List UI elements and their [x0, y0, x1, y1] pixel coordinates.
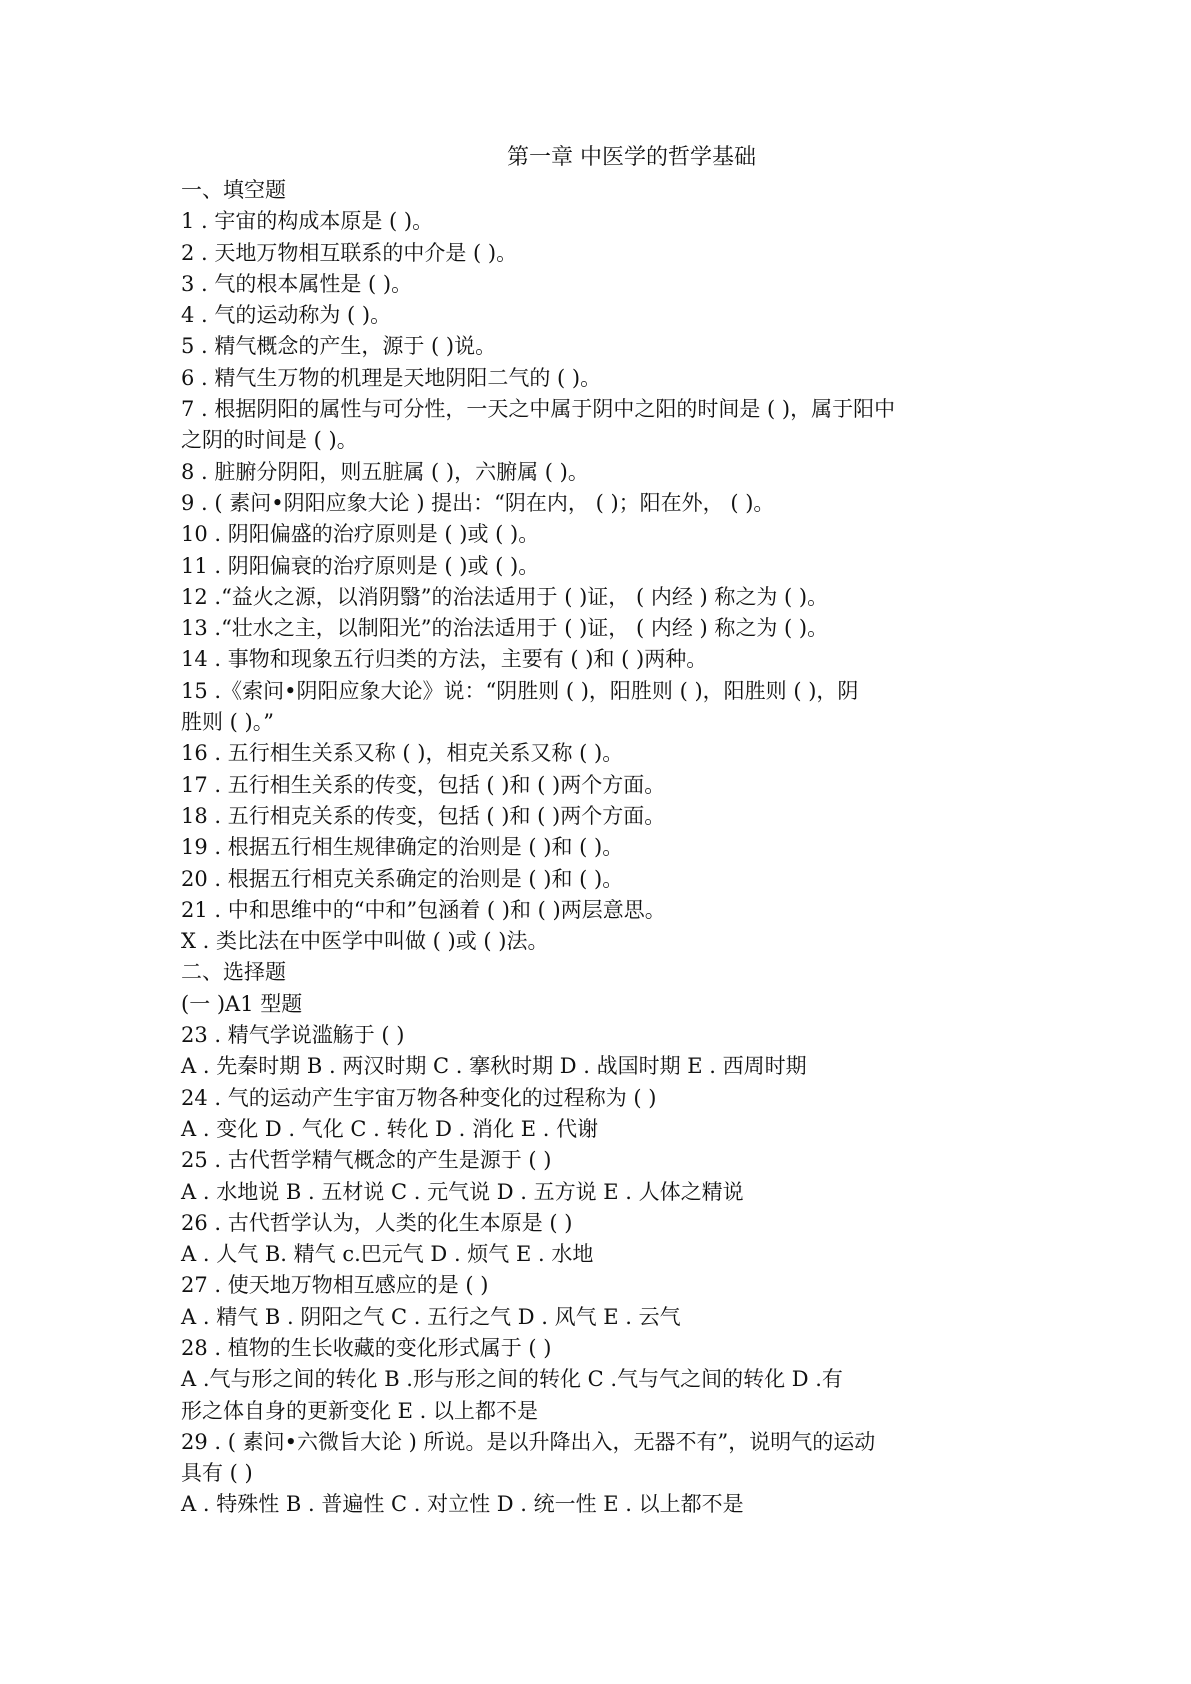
text-line: 3 . 气的根本属性是 ( )。	[181, 271, 413, 296]
text-line: 18 . 五行相克关系的传变，包括 ( )和 ( )两个方面。	[181, 803, 666, 828]
text-line: 4 . 气的运动称为 ( )。	[181, 303, 392, 328]
text-line: 24 . 气的运动产生宇宙万物各种变化的过程称为 ( )	[181, 1085, 657, 1110]
text-line: 17 . 五行相生关系的传变，包括 ( )和 ( )两个方面。	[181, 772, 666, 797]
text-line: 9 . ( 素问•阴阳应象大论 ) 提出：“阴在内， ( )；阳在外， ( )。	[181, 490, 775, 515]
text-line: 28 . 植物的生长收藏的变化形式属于 ( )	[181, 1335, 552, 1360]
text-line: A . 先秦时期 B . 两汉时期 C . 搴秋时期 D . 战国时期 E . 西周时期	[181, 1054, 807, 1079]
text-line: 16 . 五行相生关系又称 ( )，相克关系又称 ( )。	[181, 741, 624, 766]
text-line: 一、填空题	[181, 178, 286, 202]
text-line: 5 . 精气概念的产生，源于 ( )说。	[181, 334, 497, 359]
text-line: 胜则 ( )。”	[181, 710, 274, 735]
text-line: 具有 ( )	[181, 1461, 253, 1486]
text-line: X . 类比法在中医学中叫做 ( )或 ( )法。	[181, 929, 549, 954]
text-line: 12 .“益火之源，以消阴翳”的治法适用于 ( )证， ( 内经 ) 称之为 ( )。	[181, 584, 829, 609]
chapter-title: 第一章 中医学的哲学基础	[507, 145, 756, 170]
text-line: 2 . 天地万物相互联系的中介是 ( )。	[181, 240, 518, 265]
text-line: 形之体自身的更新变化 E . 以上都不是	[181, 1398, 539, 1423]
text-line: 29 . ( 素问•六微旨大论 ) 所说。是以升降出入，无器不有”，说明气的运动	[181, 1429, 876, 1454]
text-line: 20 . 根据五行相克关系确定的治则是 ( )和 ( )。	[181, 866, 624, 891]
text-line: 25 . 古代哲学精气概念的产生是源于 ( )	[181, 1148, 552, 1173]
text-line: 二、选择题	[181, 960, 286, 985]
text-line: 6 . 精气生万物的机理是天地阴阳二气的 ( )。	[181, 365, 602, 390]
text-line: A .气与形之间的转化 B .形与形之间的转化 C .气与气之间的转化 D .有	[181, 1367, 843, 1392]
text-line: 13 .“壮水之主，以制阳光”的治法适用于 ( )证， ( 内经 ) 称之为 ( )。	[181, 616, 829, 641]
text-line: A . 水地说 B . 五材说 C . 元气说 D . 五方说 E . 人体之精说	[181, 1179, 744, 1204]
text-line: 7 . 根据阴阳的属性与可分性，一天之中属于阴中之阳的时间是 ( )，属于阳中	[181, 397, 896, 422]
text-line: 14 . 事物和现象五行归类的方法，主要有 ( )和 ( )两种。	[181, 647, 708, 672]
text-line: A . 精气 B . 阴阳之气 C . 五行之气 D . 风气 E . 云气	[181, 1304, 681, 1329]
text-line: 之阴的时间是 ( )。	[181, 428, 358, 453]
document-body	[181, 175, 1021, 1521]
text-line: 1 . 宇宙的构成本原是 ( )。	[181, 209, 434, 234]
text-line: A . 变化 D . 气化 C . 转化 D . 消化 E . 代谢	[181, 1116, 599, 1141]
chapter-title-row	[0, 143, 1191, 173]
text-line: A . 特殊性 B . 普遍性 C . 对立性 D . 统一性 E . 以上都不是	[181, 1492, 744, 1517]
text-line: 19 . 根据五行相生规律确定的治则是 ( )和 ( )。	[181, 835, 624, 860]
text-line: 10 . 阴阳偏盛的治疗原则是 ( )或 ( )。	[181, 522, 540, 547]
text-line: 11 . 阴阳偏衰的治疗原则是 ( )或 ( )。	[181, 553, 540, 578]
text-line: 15 .《索问•阴阳应象大论》说：“阴胜则 ( )，阳胜则 ( )，阳胜则 ( )，阴	[181, 678, 859, 703]
text-line: (一 )A1 型题	[181, 991, 303, 1016]
text-line: 26 . 古代哲学认为，人类的化生本原是 ( )	[181, 1210, 573, 1235]
text-line: A . 人气 B. 精气 c.巴元气 D . 烦气 E . 水地	[181, 1242, 594, 1267]
text-line: 21 . 中和思维中的“中和”包涵着 ( )和 ( )两层意思。	[181, 897, 666, 922]
text-line: 23 . 精气学说滥觞于 ( )	[181, 1023, 405, 1048]
text-line: 8 . 脏腑分阴阳，则五脏属 ( )，六腑属 ( )。	[181, 459, 589, 484]
text-line: 27 . 使天地万物相互感应的是 ( )	[181, 1273, 489, 1298]
